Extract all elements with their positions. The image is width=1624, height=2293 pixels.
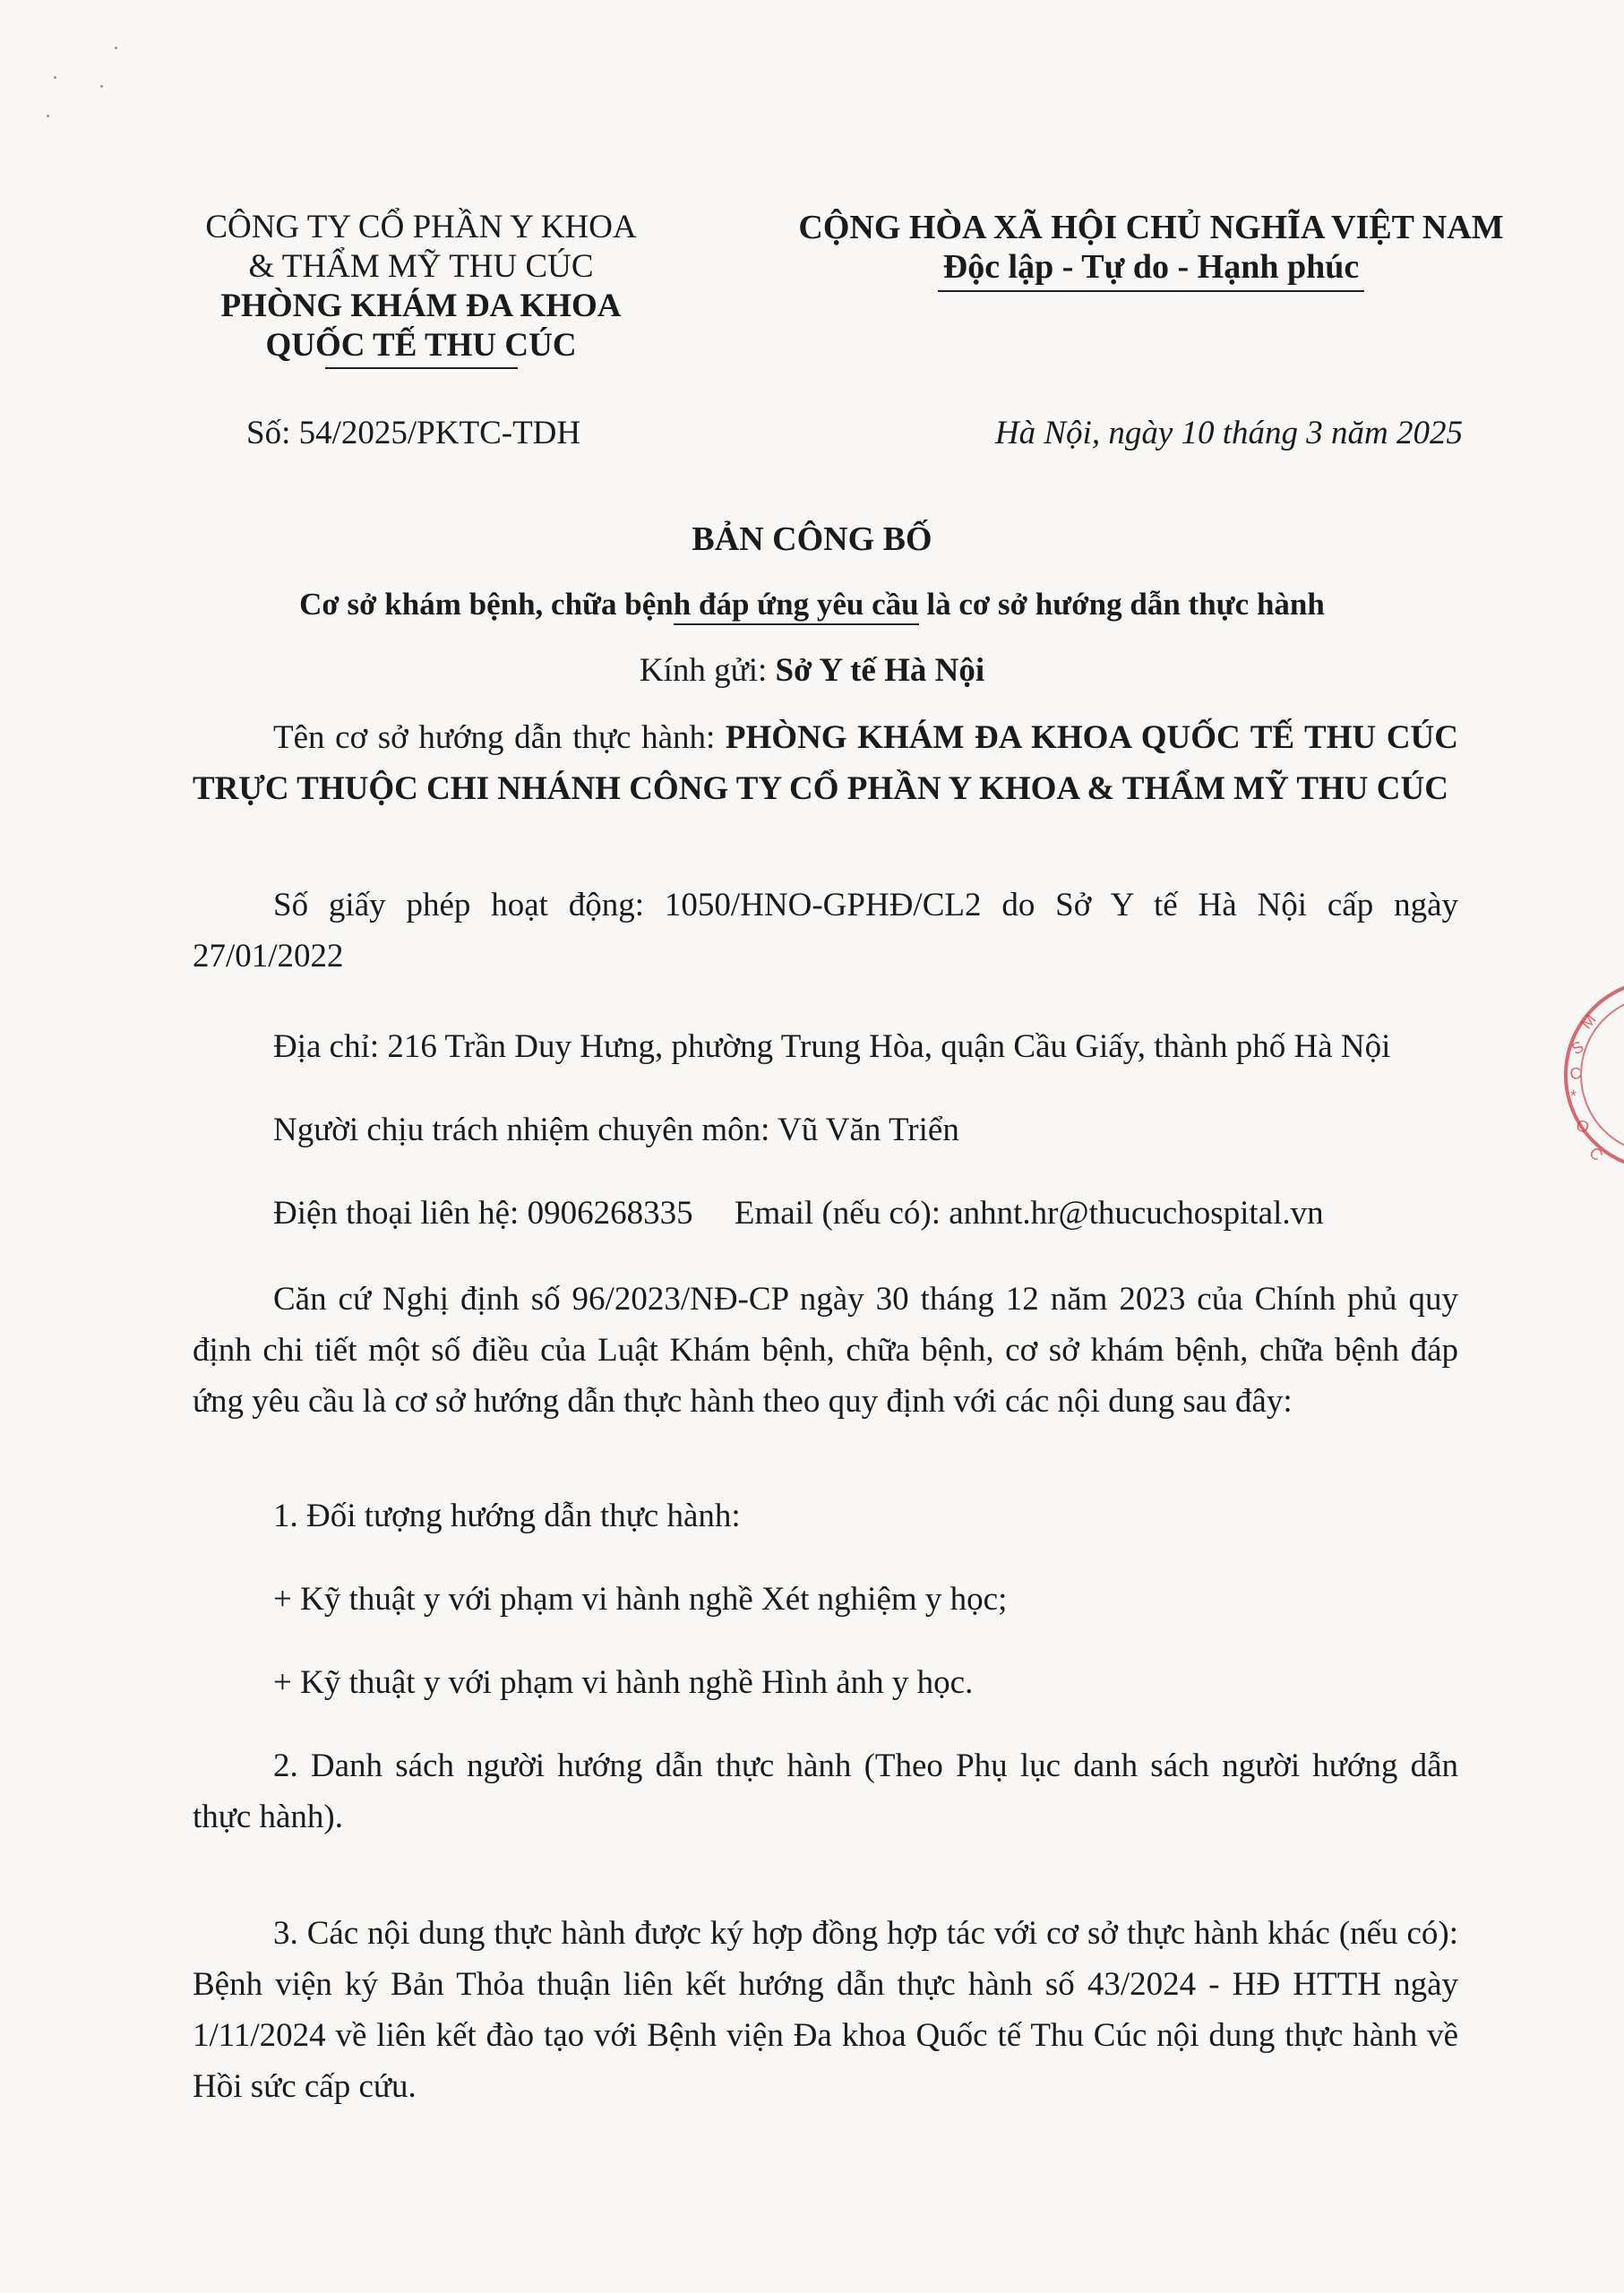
facility-name: PHÒNG KHÁM ĐA KHOA QUỐC TẾ THU CÚC TRỰC THUỘC CHI NHÁNH CÔNG TY CỔ PHẦN Y KHOA & THẨM MỸ THU CÚC [193, 719, 1458, 807]
national-header [770, 208, 1532, 292]
red-seal-stamp [1525, 976, 1624, 1173]
header-underline [325, 367, 518, 369]
document-number: Số: 54/2025/PKTC-TDH [246, 415, 581, 451]
section2-block [193, 1740, 1458, 1842]
responsible-block [193, 1104, 1458, 1155]
contact-line [193, 1188, 1458, 1239]
section1-item: + Kỹ thuật y với phạm vi hành nghề Hình ảnh y học. [273, 1664, 974, 1701]
section1-heading-block [193, 1490, 1458, 1542]
section1-item: + Kỹ thuật y với phạm vi hành nghề Xét nghiệm y học; [273, 1581, 1008, 1618]
republic-title: CỘNG HÒA XÃ HỘI CHỦ NGHĨA VIỆT NAM [798, 209, 1504, 246]
license-block [193, 880, 1458, 982]
address-block [193, 1021, 1458, 1072]
section3-paragraph: 3. Các nội dung thực hành được ký hợp đồng hợp tác với cơ sở thực hành khác (nếu có): Bệnh viện ký Bản Thỏa thuận liên kết hướng dẫn thực hành số 43/2024 - HĐ HTTH ngày 1/11/2024 về liên kết đào tạo với Bệnh viện Đa khoa Quốc tế Thu Cúc nội dung thực hành về Hồi sức cấp cứu. [193, 1915, 1458, 2105]
svg-text:C: C [1568, 1063, 1583, 1083]
organization-header [170, 208, 672, 369]
national-motto: Độc lập - Tự do - Hạnh phúc [938, 247, 1365, 292]
company-name-line1: CÔNG TY CỔ PHẦN Y KHOA [205, 209, 637, 245]
contact-block [193, 1188, 1458, 1239]
responsible-person-line: Người chịu trách nhiệm chuyên môn: Vũ Văn Triển [273, 1112, 959, 1148]
subtitle-part2: h đáp ứng yêu cầu [674, 587, 919, 625]
facility-label: Tên cơ sở hướng dẫn thực hành: [273, 719, 726, 756]
section1-item2-block [193, 1657, 1458, 1708]
basis-paragraph: Căn cứ Nghị định số 96/2023/NĐ-CP ngày 30 tháng 12 năm 2023 của Chính phủ quy định chi tiết một số điều của Luật Khám bệnh, chữa bệnh, cơ sở khám bệnh, chữa bệnh đáp ứng yêu cầu là cơ sở hướng dẫn thực hành theo quy định với các nội dung sau đây: [193, 1281, 1458, 1420]
svg-text:O: O [1573, 1115, 1593, 1138]
license-paragraph: Số giấy phép hoạt động: 1050/HNO-GPHĐ/CL2 do Sở Y tế Hà Nội cấp ngày 27/01/2022 [193, 887, 1458, 975]
contact-email: Email (nếu có): anhnt.hr@thucuchospital.vn [734, 1195, 1324, 1232]
subtitle-part3: là cơ sở hướng dẫn thực hành [918, 587, 1325, 622]
clinic-name-line2: QUỐC TẾ THU CÚC [265, 327, 577, 364]
section3-block [193, 1908, 1458, 2112]
subtitle-part1: Cơ sở khám bệnh, chữa bện [299, 587, 674, 622]
section2-paragraph: 2. Danh sách người hướng dẫn thực hành (Theo Phụ lục danh sách người hướng dẫn thực hành). [193, 1748, 1458, 1835]
svg-text:M: M [1577, 1010, 1600, 1033]
facility-paragraph [193, 712, 1458, 814]
svg-text:S: S [1568, 1037, 1587, 1059]
recipient-line [0, 651, 1624, 690]
company-name-line2: & THẨM MỸ THU CÚC [248, 248, 594, 285]
svg-text:C: C [1585, 1143, 1607, 1165]
recipient-label: Kính gửi: [639, 652, 776, 689]
facility-block [193, 712, 1458, 814]
clinic-name-line1: PHÒNG KHÁM ĐA KHOA [220, 288, 622, 324]
svg-text:*: * [1570, 1087, 1577, 1105]
document-date: Hà Nội, ngày 10 tháng 3 năm 2025 [994, 415, 1463, 451]
section1-item1-block [193, 1574, 1458, 1625]
contact-phone: Điện thoại liên hệ: 0906268335 [273, 1195, 693, 1232]
address-line: Địa chỉ: 216 Trần Duy Hưng, phường Trung Hòa, quận Cầu Giấy, thành phố Hà Nội [273, 1028, 1391, 1065]
basis-block [193, 1274, 1458, 1427]
document-title: BẢN CÔNG BỐ [692, 520, 932, 558]
recipient-name: Sở Y tế Hà Nội [775, 652, 985, 689]
section1-heading: 1. Đối tượng hướng dẫn thực hành: [273, 1498, 741, 1534]
document-subtitle [0, 587, 1624, 623]
